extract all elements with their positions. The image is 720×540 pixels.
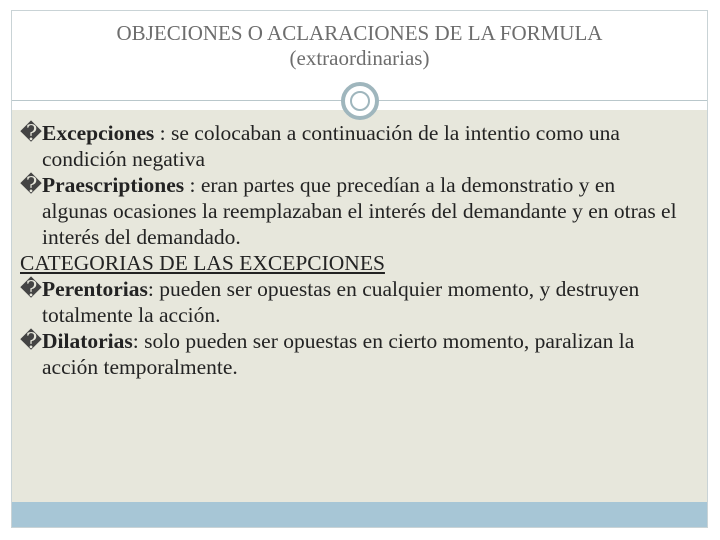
slide-body <box>20 120 680 380</box>
list-item-perentorias <box>20 276 680 328</box>
term-praescriptiones: Praescriptiones <box>42 173 185 197</box>
term-perentorias: Perentorias <box>42 277 148 301</box>
definition-excepciones: : se colocaban a continuación de la intentio como una condición negativa <box>42 121 620 171</box>
title-line-2: (extraordinarias) <box>289 46 430 70</box>
circle-ornament-inner <box>350 91 370 111</box>
categories-heading-text: CATEGORIAS DE LAS EXCEPCIONES <box>20 251 385 275</box>
list-item-excepciones <box>20 120 680 172</box>
bullet-icon: � <box>20 121 43 145</box>
bullet-icon: � <box>20 277 43 301</box>
categories-heading <box>20 250 680 276</box>
definition-praescriptiones: : eran partes que precedían a la demonstratio y en algunas ocasiones la reemplazaban el interés del demandante y en otras el interés del demandado. <box>42 173 677 249</box>
term-dilatorias: Dilatorias <box>42 329 133 353</box>
definition-dilatorias: : solo pueden ser opuestas en cierto momento, paralizan la acción temporalmente. <box>42 329 635 379</box>
term-excepciones: Excepciones <box>42 121 155 145</box>
title-line-1: OBJECIONES O ACLARACIONES DE LA FORMULA <box>116 21 603 45</box>
list-item-praescriptiones <box>20 172 680 250</box>
bullet-icon: � <box>20 173 43 197</box>
circle-ornament-icon <box>341 82 379 120</box>
definition-perentorias: : pueden ser opuestas en cualquier momento, y destruyen totalmente la acción. <box>42 277 640 327</box>
list-item-dilatorias <box>20 328 680 380</box>
bottom-bar <box>12 502 707 527</box>
bullet-icon: � <box>20 329 43 353</box>
